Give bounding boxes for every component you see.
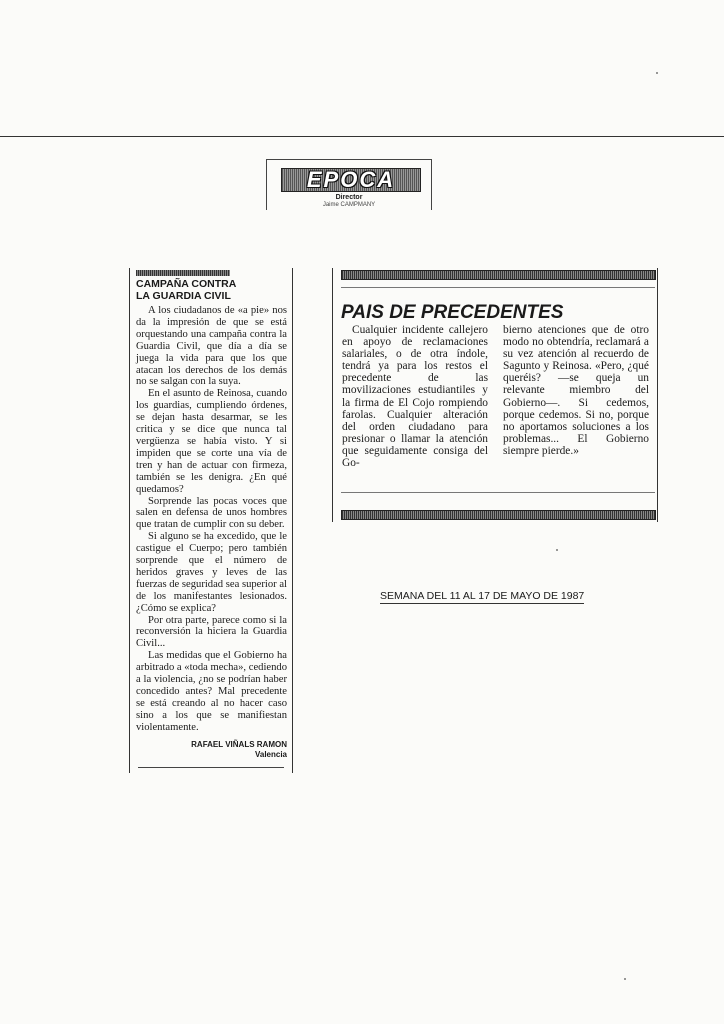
editorial-box	[332, 268, 658, 522]
signature-city: Valencia	[254, 750, 287, 759]
signature-name: RAFAEL VIÑALS RAMON	[191, 740, 287, 749]
director-label: Director	[335, 194, 363, 201]
issue-date: SEMANA DEL 11 AL 17 DE MAYO DE 1987	[380, 590, 585, 602]
letter-title-line-2: LA GUARDIA CIVIL	[136, 290, 231, 302]
logo-text: EPOCA	[306, 167, 396, 192]
letter-body	[136, 305, 287, 734]
top-rule	[0, 136, 724, 137]
scan-speck	[656, 72, 658, 74]
editorial-top-rule	[341, 287, 655, 288]
masthead	[266, 159, 432, 210]
letter-paragraph: En el asunto de Reinosa, cuando los guardias, cumpliendo órdenes, se dejan hasta desarmar, se les critica y se dice que nunca tal vergüenza se había visto. Y si impiden que se corte una vía de tren y han de actuar con firmeza, también se les denigra. ¿En qué quedamos?	[136, 388, 287, 495]
letter-title-line-1: CAMPAÑA CONTRA	[136, 278, 237, 290]
letter-paragraph: Si alguno se ha excedido, que le castigue el Cuerpo; pero también sorprende que el número de heridos graves y leves de las fuerzas de seguridad sea superior al de los manifestantes lesionados. ¿Cómo se explica?	[136, 531, 287, 614]
letter-title	[136, 278, 286, 302]
editorial-bottom-rule	[341, 492, 655, 493]
letter-header-bar	[136, 270, 230, 276]
editorial-column-1-text: Cualquier incidente callejero en apoyo de reclamaciones salariales, o de otra índole, tendrá ya para los restos el precedente de las movilizaciones estudiantiles y la firma de El Cojo rompiendo farolas. Cualquier alteración del orden ciudadano para presionar o llamar la atención que seguidamente consiga del Go-	[342, 324, 488, 470]
editorial-title: PAIS DE PRECEDENTES	[341, 302, 564, 323]
letter-paragraph: Las medidas que el Gobierno ha arbitrado a «toda mecha», cediendo a la violencia, ¿no se podrían haber concedido antes? Mal precedente se está creando al no hacer caso sino a los que se manifiestan violentamente.	[136, 650, 287, 733]
editorial-column-2	[503, 324, 649, 457]
editorial-bottom-bar	[341, 510, 656, 520]
letter-paragraph: Sorprende las pocas voces que salen en defensa de unos hombres que tratan de cumplir con su deber.	[136, 495, 287, 531]
director-name: Jaime CAMPMANY	[322, 202, 376, 208]
letter-bottom-rule	[138, 767, 284, 768]
editorial-column-2-text: bierno atenciones que de otro modo no obtendría, reclamará a su vez atención al recuerdo de Sagunto y Reinosa. «Pero, ¿qué queréis? —se queja un relevante miembro del Gobierno—. Si cedemos, porque cedemos. Si no, porque no aportamos soluciones a los problemas... El Gobierno siempre pierde.»	[503, 324, 649, 457]
letter-signature	[191, 740, 287, 760]
editorial-column-1	[342, 324, 488, 469]
letter-paragraph: A los ciudadanos de «a pie» nos da la impresión de que se está orquestando una campaña contra la Guardia Civil, que día a día se juega la vida para que los que atacan los derechos de los demás no se salgan con la suya.	[136, 305, 287, 388]
logo	[281, 168, 421, 192]
scan-speck	[556, 549, 558, 551]
scan-speck	[624, 978, 626, 980]
letter-column	[129, 268, 293, 773]
letter-paragraph: Por otra parte, parece como si la reconversión la hiciera la Guardia Civil...	[136, 614, 287, 650]
editorial-top-bar	[341, 270, 656, 280]
